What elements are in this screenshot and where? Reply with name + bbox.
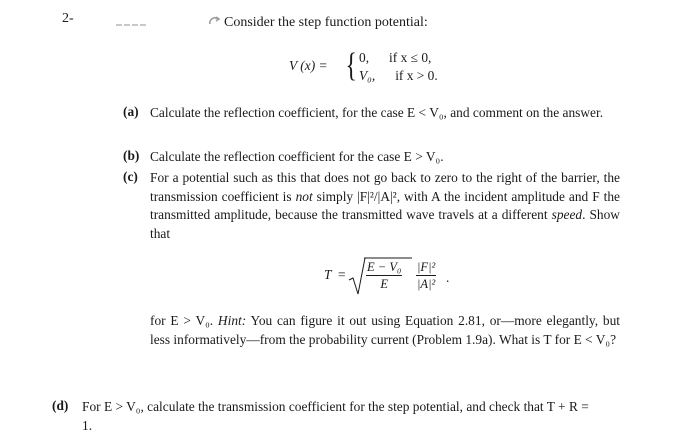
potential-case-2 [359, 68, 447, 84]
left-brace: { [345, 47, 357, 84]
part-d-label: (d) [52, 398, 69, 413]
formula-lhs: T [324, 267, 332, 282]
case-1-value: 0, [359, 50, 370, 65]
part-d-text: For E > V₀, calculate the transmission coefficient for the step potential, and check that T + R = 1. [82, 399, 589, 433]
part-c-text-4: for E > V₀. [150, 313, 214, 328]
potential-lhs: V (x) = [289, 58, 328, 73]
amplitude-denominator: |A|² [417, 277, 436, 291]
part-c-text-5: You can figure it out using Equation 2.81, or—more elegantly, but less informatively—from the probability current (Problem 1.9a). What is T for E < V₀? [150, 313, 620, 347]
amplitude-numerator: |F|² [417, 260, 436, 274]
energy-denominator: E [380, 277, 388, 291]
curved-arrow-icon [207, 14, 221, 28]
part-c-text-3: . Show that [150, 207, 620, 241]
formula-equals: = [338, 267, 346, 282]
part-a-text: Calculate the reflection coefficient, for the case E < V₀, and comment on the answer. [150, 105, 604, 120]
case-2-value: V₀, [359, 68, 376, 83]
part-a-label: (a) [123, 104, 139, 119]
part-c-text-2: simply |F|²/|A|², with A the incident amplitude and F the transmitted amplitude, because the transmitted wave travels at a different [150, 188, 620, 223]
energy-numerator: E − V₀ [367, 260, 402, 274]
energy-fraction [366, 260, 402, 291]
part-b-label: (b) [123, 148, 140, 163]
sqrt-sign [348, 256, 366, 296]
part-b-text: Calculate the reflection coefficient for the case E > V₀. [150, 149, 444, 164]
potential-case-1 [359, 50, 441, 66]
part-c-label: (c) [123, 169, 138, 184]
part-c-emphasis-speed: speed [551, 207, 583, 223]
intro-text: Consider the step function potential: [224, 15, 428, 30]
case-1-condition: if x ≤ 0, [389, 50, 432, 65]
potential-equation [289, 48, 489, 88]
part-c-hint-label: Hint: [217, 313, 247, 328]
formula-tail: . [446, 270, 450, 285]
problem-number: 2- [62, 11, 74, 26]
part-c-text-1: For a potential such as this that does not go back to zero to the right of the barrier, the transmission coefficient is [150, 170, 620, 204]
part-c-emphasis-not: not [295, 188, 313, 204]
case-2-condition: if x > 0. [395, 68, 438, 83]
amplitude-fraction [416, 260, 436, 291]
transmission-formula [324, 256, 474, 296]
part-c-continuation [150, 312, 620, 349]
part-c-text [150, 169, 620, 243]
scribble-mark [116, 24, 146, 26]
